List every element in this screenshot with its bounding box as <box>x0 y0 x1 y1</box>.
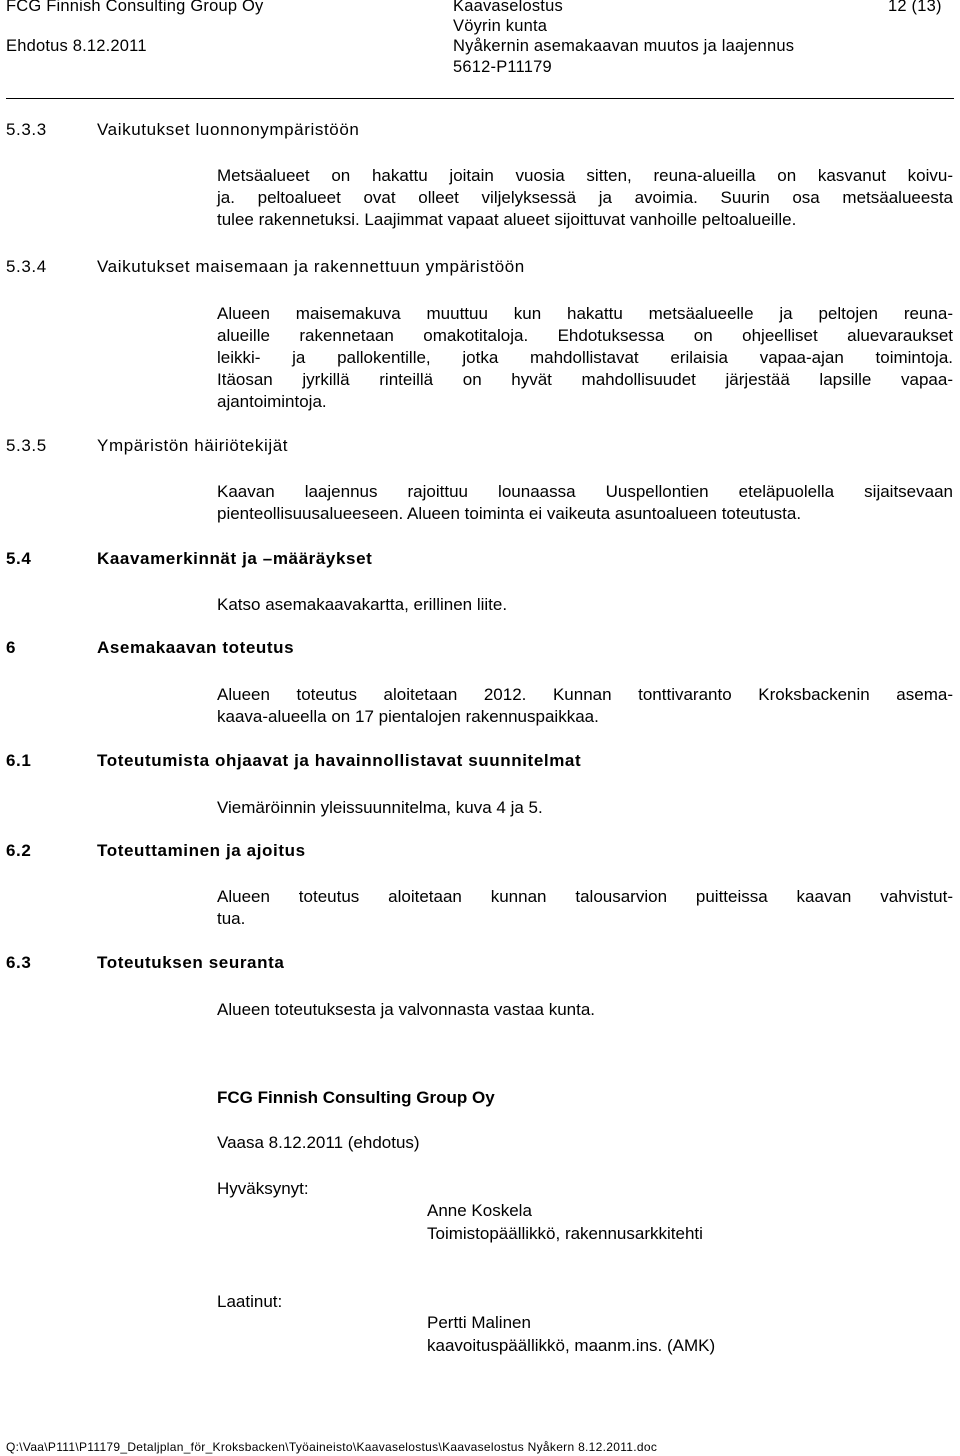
section-number-5-3-5: 5.3.5 <box>6 436 47 455</box>
body-line: Itäosan jyrkillä rinteillä on hyvät mahdollisuudet järjestää lapsille vapaa- <box>217 370 953 389</box>
body-line: Kaavan laajennus rajoittuu lounaassa Uuspellontien eteläpuolella sijaitsevaan <box>217 482 953 501</box>
section-body-5-3-5 <box>217 481 953 525</box>
approver-name: Anne Koskela <box>427 1201 532 1220</box>
body-line: Alueen toteutuksesta ja valvonnasta vastaa kunta. <box>217 1000 596 1019</box>
footer-file-path: Q:\Vaa\P111\P11179_Detaljplan_för_Kroksbacken\Työaineisto\Kaavaselostus\Kaavaselostus Nyåkern 8.12.2011.doc <box>6 1440 658 1454</box>
body-line: ja. peltoalueet ovat olleet viljelyksessä ja avoimia. Suurin osa metsäalueesta <box>217 188 953 207</box>
body-line: Metsäalueet on hakattu joitain vuosia sitten, reuna-alueilla on kasvanut koivu- <box>217 166 953 185</box>
prepared-label: Laatinut: <box>217 1292 283 1311</box>
section-number-6-3: 6.3 <box>6 953 32 972</box>
section-heading-5-3-5: Ympäristön häiriötekijät <box>97 436 289 455</box>
header-plan-code: 5612-P11179 <box>453 58 552 76</box>
section-number-6: 6 <box>6 638 17 657</box>
body-line: Viemäröinnin yleissuunnitelma, kuva 4 ja 5. <box>217 798 543 817</box>
section-heading-5-3-4: Vaikutukset maisemaan ja rakennettuun ympäristöön <box>97 257 525 276</box>
section-body-5-3-4 <box>217 303 953 413</box>
section-heading-6-3: Toteutuksen seuranta <box>97 953 285 972</box>
header-municipality: Vöyrin kunta <box>453 17 548 35</box>
section-body-5-4 <box>217 594 953 616</box>
section-heading-6-2: Toteuttaminen ja ajoitus <box>97 841 306 860</box>
section-body-6 <box>217 684 953 728</box>
header-company: FCG Finnish Consulting Group Oy <box>6 0 264 15</box>
approved-label: Hyväksynyt: <box>217 1179 309 1198</box>
body-line: Katso asemakaavakartta, erillinen liite. <box>217 595 508 614</box>
section-body-6-1 <box>217 797 953 819</box>
body-line: pienteollisuusalueeseen. Alueen toiminta ei vaikeuta asuntoalueen toteutusta. <box>217 504 802 523</box>
header-doc-type: Kaavaselostus <box>453 0 563 15</box>
body-line: Alueen maisemakuva muuttuu kun hakattu metsäalueelle ja peltojen reuna- <box>217 304 953 323</box>
header-rule <box>6 98 954 99</box>
approver-title: Toimistopäällikkö, rakennusarkkitehti <box>427 1224 703 1243</box>
header-plan-title: Nyåkernin asemakaavan muutos ja laajennus <box>453 37 795 55</box>
body-line: Alueen toteutus aloitetaan 2012. Kunnan tonttivaranto Kroksbackenin asema- <box>217 685 953 704</box>
body-line: ajantoimintoja. <box>217 392 327 411</box>
section-body-6-3 <box>217 999 953 1021</box>
body-line: leikki- ja pallokentille, jotka mahdollistavat erilaisia vapaa-ajan toimintoja. <box>217 348 953 367</box>
header-page-number: 12 (13) <box>888 0 942 15</box>
preparer-name: Pertti Malinen <box>427 1313 531 1332</box>
section-number-6-2: 6.2 <box>6 841 32 860</box>
section-heading-6: Asemakaavan toteutus <box>97 638 295 657</box>
section-number-5-4: 5.4 <box>6 549 32 568</box>
section-number-5-3-3: 5.3.3 <box>6 120 47 139</box>
body-line: kaava-alueella on 17 pientalojen rakennuspaikkaa. <box>217 707 599 726</box>
section-body-5-3-3 <box>217 165 953 231</box>
body-line: Alueen toteutus aloitetaan kunnan talousarvion puitteissa kaavan vahvistut- <box>217 887 953 906</box>
preparer-title: kaavoituspäällikkö, maanm.ins. (AMK) <box>427 1336 716 1355</box>
section-body-6-2 <box>217 886 953 930</box>
section-number-6-1: 6.1 <box>6 751 32 770</box>
header-draft-date: Ehdotus 8.12.2011 <box>6 37 147 55</box>
body-line: tua. <box>217 909 246 928</box>
signature-place-date: Vaasa 8.12.2011 (ehdotus) <box>217 1133 420 1152</box>
body-line: alueille rakennetaan omakotitaloja. Ehdotuksessa on ohjeelliset aluevaraukset <box>217 326 953 345</box>
section-number-5-3-4: 5.3.4 <box>6 257 47 276</box>
section-heading-5-3-3: Vaikutukset luonnonympäristöön <box>97 120 360 139</box>
signature-company: FCG Finnish Consulting Group Oy <box>217 1088 495 1107</box>
section-heading-5-4: Kaavamerkinnät ja –määräykset <box>97 549 373 568</box>
section-heading-6-1: Toteutumista ohjaavat ja havainnollistavat suunnitelmat <box>97 751 582 770</box>
body-line: tulee rakennetuksi. Laajimmat vapaat alueet sijoittuvat vanhoille peltoalueille. <box>217 210 797 229</box>
